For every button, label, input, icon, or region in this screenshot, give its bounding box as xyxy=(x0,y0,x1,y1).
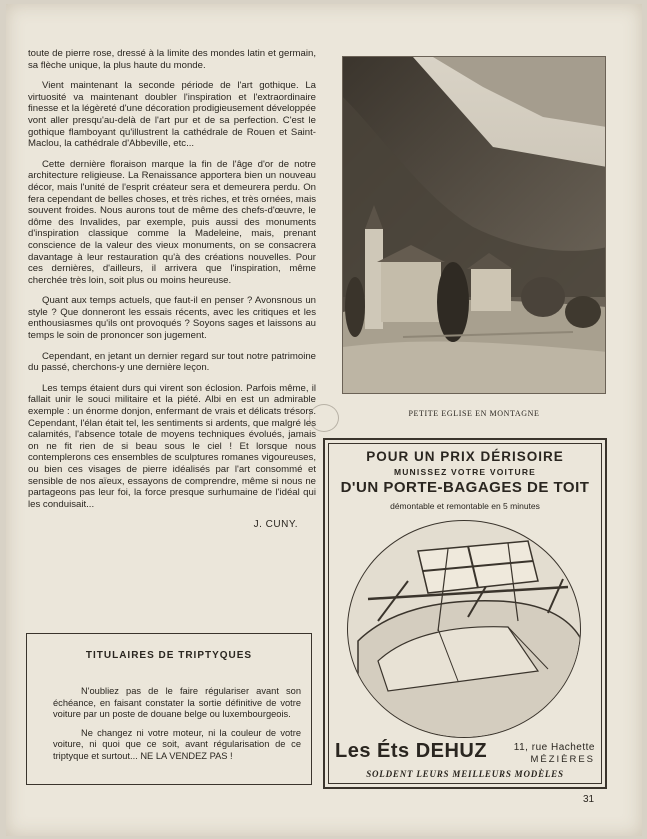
ad-headline: POUR UN PRIX DÉRISOIRE xyxy=(366,449,564,464)
author-signature: J. CUNY. xyxy=(253,519,298,531)
church-photo xyxy=(342,56,606,394)
notice-title: TITULAIRES DE TRIPTYQUES xyxy=(85,650,253,661)
car-with-luggage-icon xyxy=(348,521,581,738)
article-paragraph: Quant aux temps actuels, que faut-il en penser ? Avonsnous un style ? Que donneront les essais récents, avec les critiques et les enthousiasmes qu'ils ont provoqués ? Soyons sages et laissons au temps le soin de prononcer son jugement. xyxy=(28,295,316,342)
ad-city: MÉZIÈRES xyxy=(530,754,595,765)
ad-footer: SOLDENT LEURS MEILLEURS MODÈLES xyxy=(366,769,564,779)
article-paragraph: Cependant, en jetant un dernier regard sur tout notre patrimoine du passé, cherchons-y une dernière leçon. xyxy=(28,350,316,374)
car-roof-rack-illustration xyxy=(347,520,581,738)
ad-brand-name: Les Éts DEHUZ xyxy=(335,740,488,762)
article-paragraph: Les temps étaient durs qui virent son éclosion. Parfois même, il fallait unir le souci militaire et la piété. Albi en est un admirable exemple : un énorme donjon, enfermant de vrais et délicats trésors. Cependant, l'élan était tel, les sentiments si ardents, que malgré les calamités, l'absence totale de moyens techniques évolués, jamais on ne fit rien de si beau sous le ciel ! Et lorsque nous contemplerons ces ensembles de sculptures romanes vigoureuses, ou bien ces visages de pierre idéalisés par l'art consommé et sensible de nos aïeux, essayons de comprendre, même si nous ne partageons pas leur foi, la force presque surhumaine de l'idéal qui les conduisait... xyxy=(28,382,316,510)
article-paragraph: Cette dernière floraison marque la fin de l'âge d'or de notre architecture religieuse. La Renaissance apportera bien un nouveau décor, mais l'unité de l'esprit créateur sera et demeurera perdu. On fera cependant de belles choses, et très riches, et très ornées, mais souvent froides. Nous aurons tout de même des chefs-d'œuvre, le dôme des Invalides, par exemple, puis aussi des monuments d'inspiration classique comme la Madeleine, mais, prenant conscience de la valeur des vieux monuments, on se consacrera davantage à leur restauration qu'à des créations nouvelles. Pour ces dernières, d'ailleurs, il arrivera que l'inspiration, même cherchée très loin, soit plus ou moins heureuse. xyxy=(28,158,316,286)
article-paragraph: Vient maintenant la seconde période de l'art gothique. La virtuosité va maintenant doubler l'inspiration et l'extraordinaire finesse et la légèreté d'une décoration prodigieusement développée vont aller presqu'au-delà de l'art pur et de sa perfection. C'est le gothique flamboyant qu'illustrent la cathédrale de Rouen et Saint-Maclou, la cathédrale d'Abbeville, etc... xyxy=(28,80,316,150)
notice-body xyxy=(53,686,301,770)
notice-paragraph: Ne changez ni votre moteur, ni la couleur de votre voiture, ni quoi que ce soit, avant régularisation de ce triptyque et surtout... NE LA VENDEZ PAS ! xyxy=(53,727,301,761)
page-number: 31 xyxy=(583,794,595,805)
library-stamp xyxy=(309,404,339,432)
ad-subheadline: MUNISSEZ VOTRE VOITURE xyxy=(393,467,537,477)
mountain-church-illustration xyxy=(343,57,606,394)
article-column xyxy=(28,48,316,531)
roof-rack-advertisement xyxy=(323,438,607,789)
magazine-page xyxy=(6,4,642,836)
ad-street-address: 11, rue Hachette xyxy=(513,742,595,753)
notice-paragraph: N'oubliez pas de le faire régulariser avant son échéance, en faisant constater la sortie définitive de votre voiture par un poste de douane belge ou luxembourgeois. xyxy=(53,686,301,720)
photo-caption: PETITE EGLISE EN MONTAGNE xyxy=(408,409,540,418)
ad-tagline: démontable et remontable en 5 minutes xyxy=(390,501,540,511)
triptyque-notice-box xyxy=(26,633,312,785)
article-paragraph: toute de pierre rose, dressé à la limite des mondes latin et germain, sa flèche unique, la plus haute du monde. xyxy=(28,48,316,71)
ad-product-title: D'UN PORTE-BAGAGES DE TOIT xyxy=(340,479,590,496)
